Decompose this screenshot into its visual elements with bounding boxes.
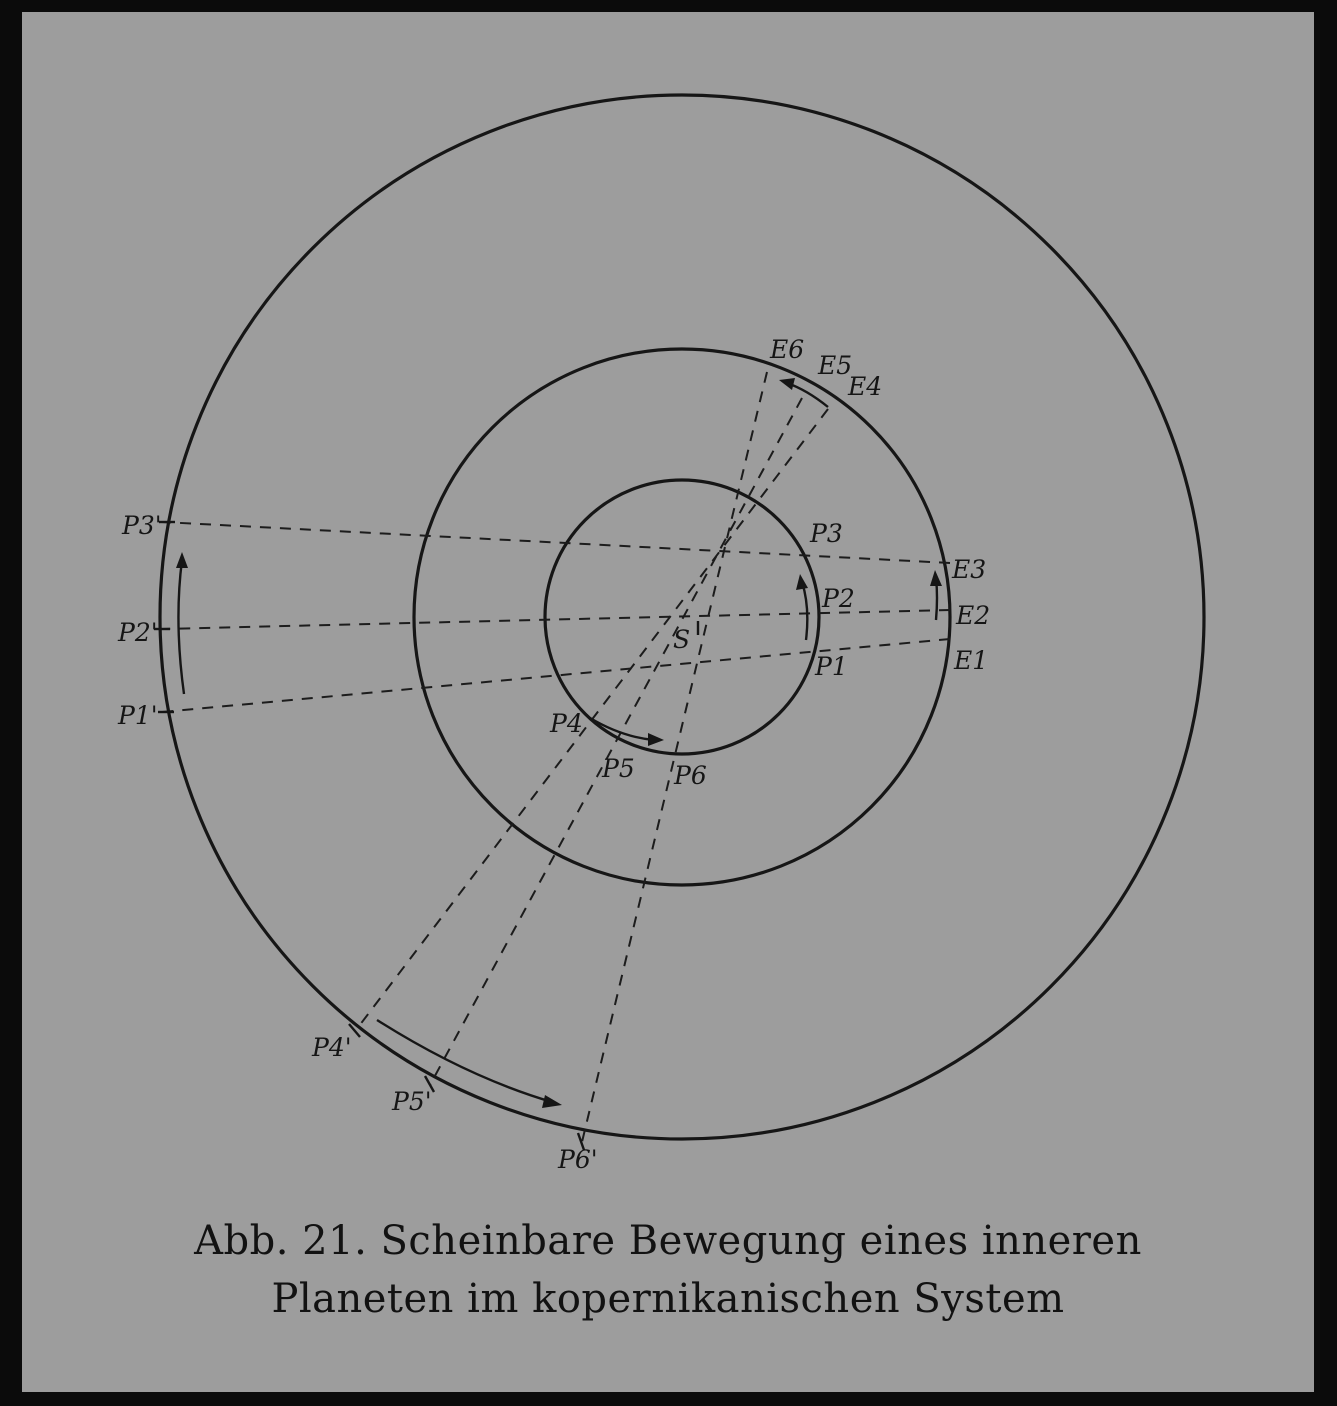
label-e6: E6 [770,335,805,364]
label-p4-outer: P4' [312,1033,352,1062]
label-sun: S [673,625,691,654]
label-p3-inner: P3 [810,519,843,548]
label-e2: E2 [956,601,991,630]
caption-line-2: Planeten im kopernikanischen System [271,1276,1065,1322]
label-p4-inner: P4 [550,709,583,738]
label-p2-inner: P2 [822,584,855,613]
label-p6-inner: P6 [674,761,707,790]
label-p6-outer: P6' [558,1145,598,1174]
figure-caption [22,1212,1314,1328]
motion-arrow-outer-left [176,552,188,694]
motion-arrow-earth-top [779,378,828,407]
label-e1: E1 [954,646,989,675]
caption-line-1: Abb. 21. Scheinbare Bewegung eines inneren [194,1218,1142,1264]
label-p3-outer: P3' [122,511,162,540]
orbit-diagram [22,12,1314,1212]
label-p1-outer: P1' [118,701,158,730]
label-e5: E5 [818,351,853,380]
sight-line-5 [430,398,802,1085]
label-p5-outer: P5' [392,1087,432,1116]
motion-arrow-earth-right [930,570,942,620]
label-e3: E3 [952,555,987,584]
motion-arrow-inner-right [796,574,808,640]
label-p1-inner: P1 [815,652,848,681]
diagram-slide [22,12,1314,1392]
label-p2-outer: P2' [118,618,158,647]
label-e4: E4 [848,372,883,401]
label-p5-inner: P5 [602,754,635,783]
